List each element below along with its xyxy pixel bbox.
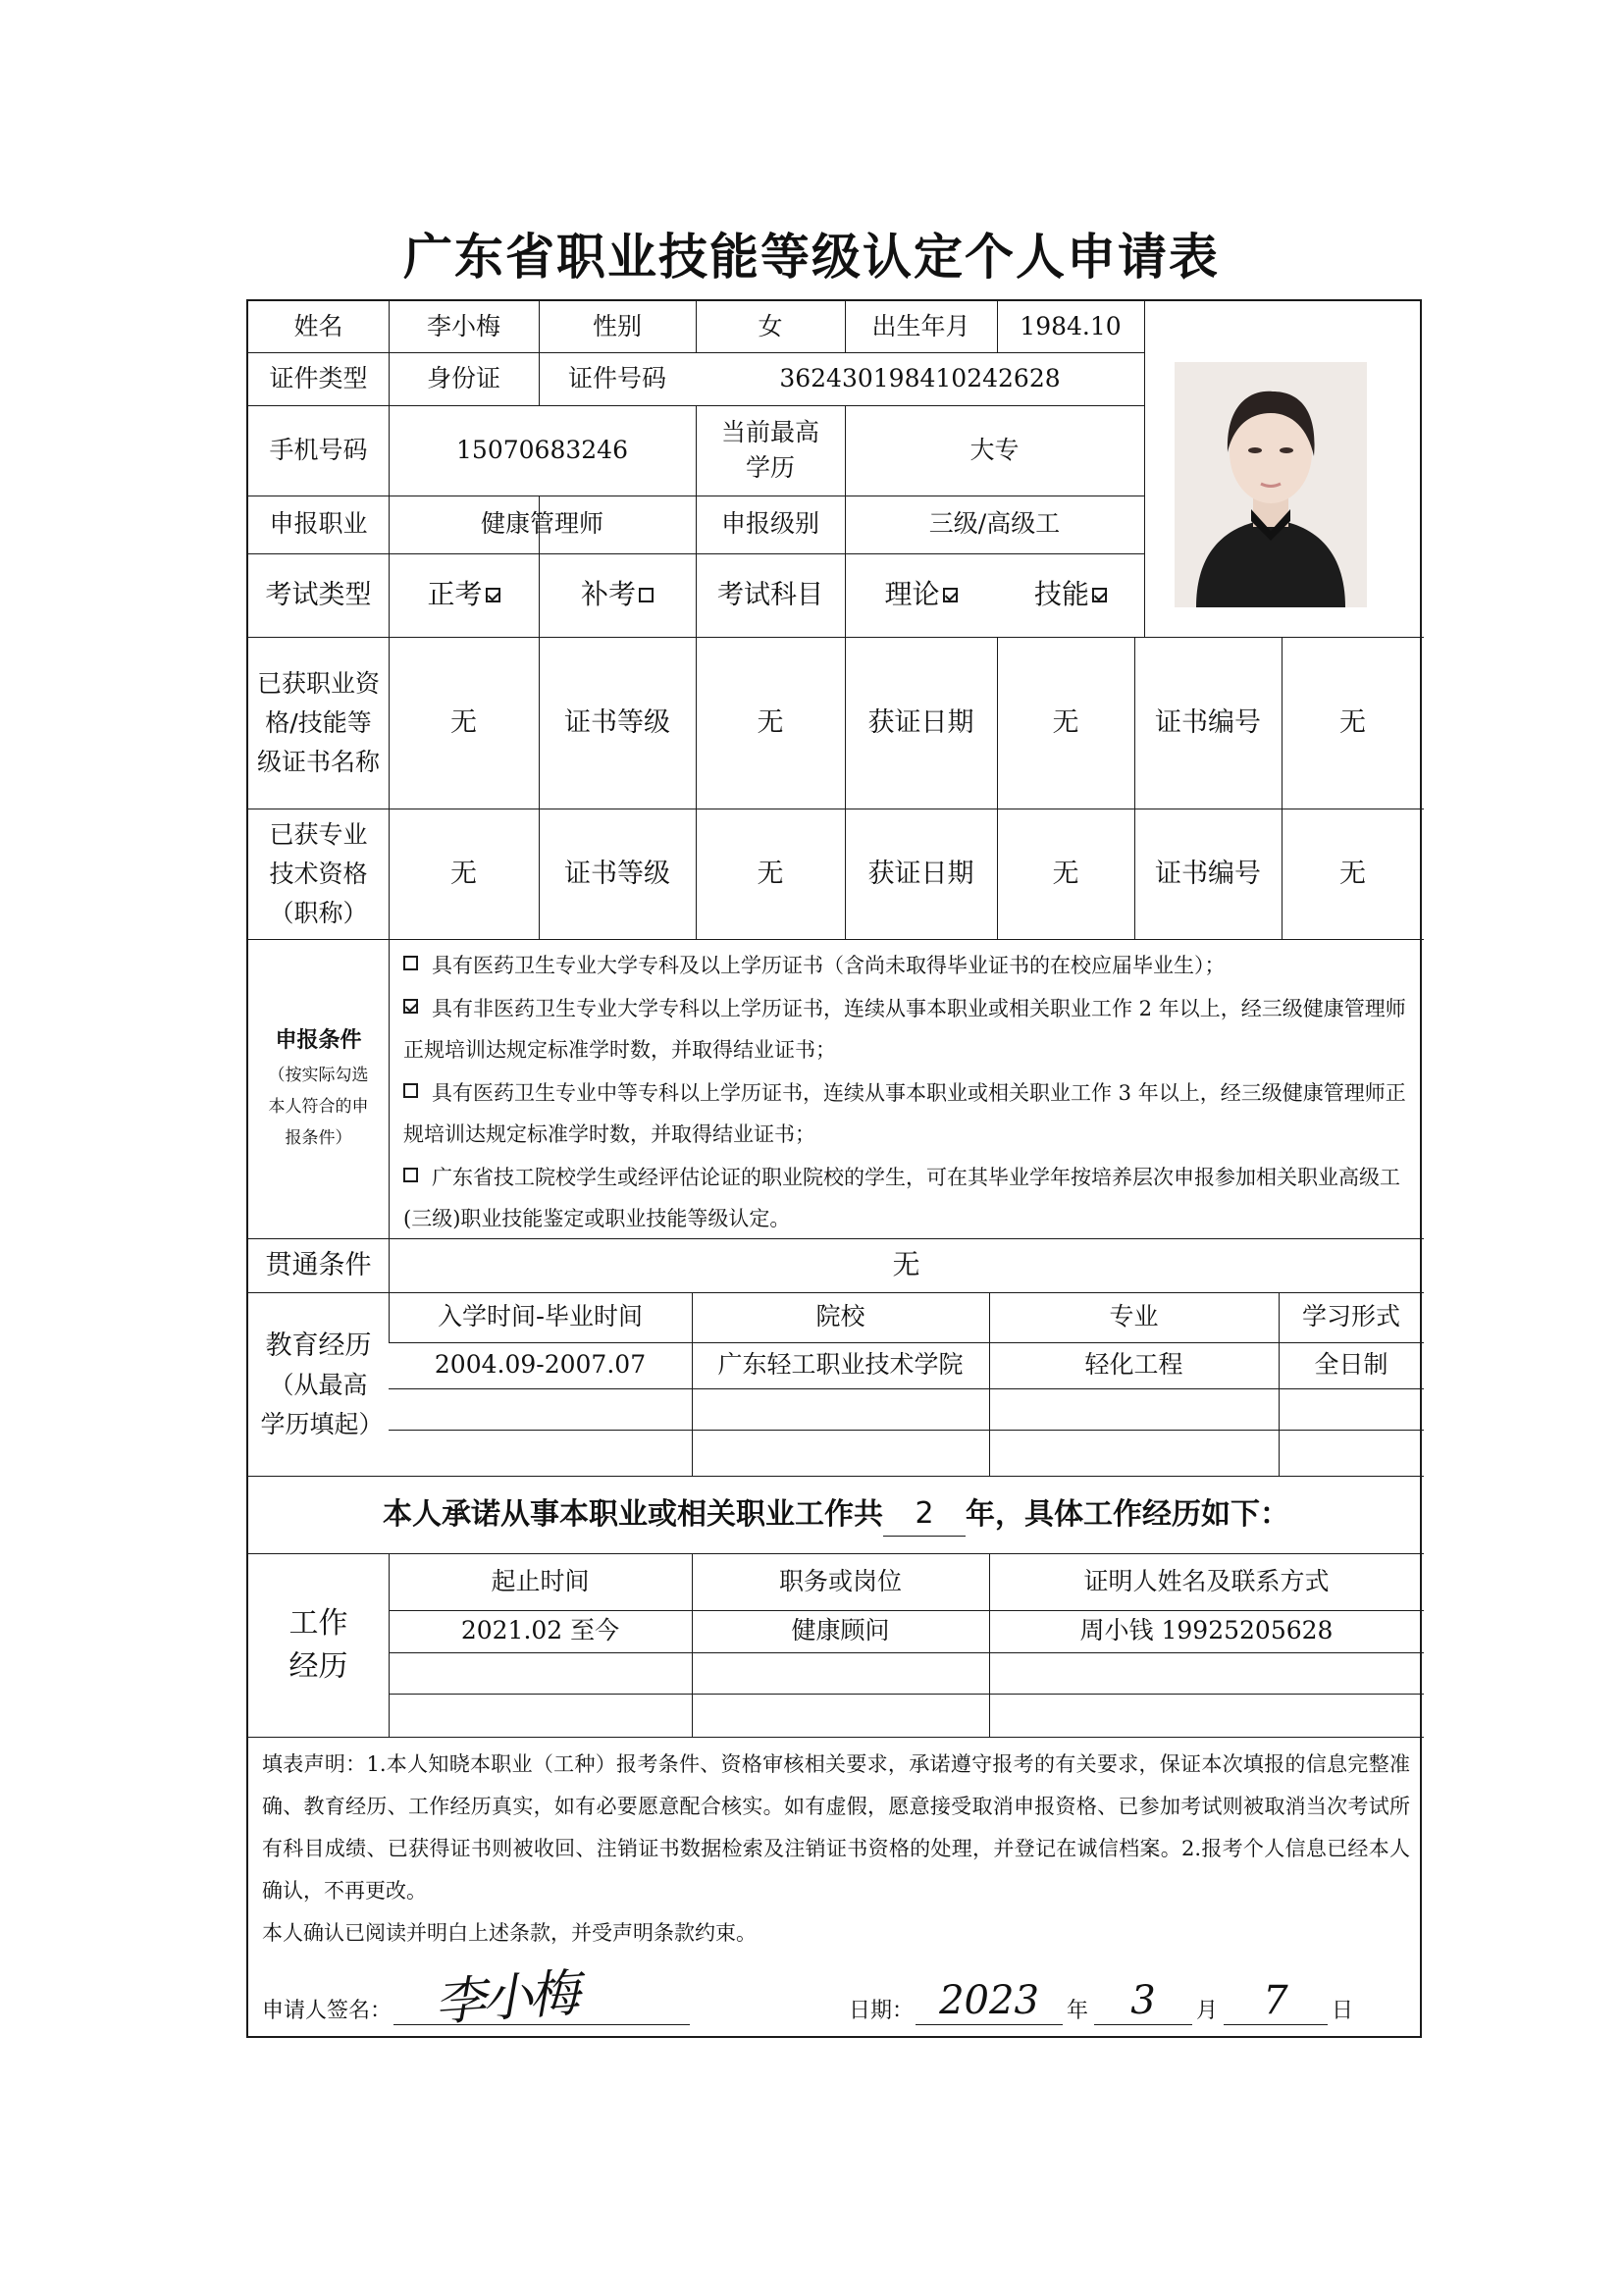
condition-checkbox-4[interactable]	[403, 1168, 418, 1182]
conditions-label-cell	[248, 939, 389, 1238]
education-level-label: 当前最高学历	[720, 417, 819, 482]
signature-label: 申请人签名：	[262, 1999, 393, 2023]
date-year-unit: 年	[1067, 1999, 1089, 2023]
work-header-period: 起止时间	[491, 1566, 590, 1595]
phone-value: 15070683246	[456, 435, 628, 464]
qual-grade-label: 证书等级	[564, 706, 670, 738]
name-value: 李小梅	[426, 311, 500, 340]
work-row-1-position: 健康顾问	[791, 1616, 890, 1645]
date-year: 2023	[939, 1978, 1039, 2023]
exam-subject-label: 考试科目	[717, 579, 823, 610]
tech-date-label: 获证日期	[867, 858, 974, 889]
qual-date-value: 无	[1052, 706, 1079, 738]
tech-no-label: 证书编号	[1155, 858, 1261, 889]
exam-regular-option[interactable]: 正考	[389, 553, 539, 637]
education-level-value: 大专	[969, 435, 1020, 464]
condition-item-2[interactable]: 具有非医药卫生专业大学专科以上学历证书，连续从事本职业或相关职业工作 2 年以上，经三级健康管理师正规培训达规定标准学时数，并取得结业证书；	[403, 997, 1406, 1062]
condition-item-3[interactable]: 具有医药卫生专业中等专科以上学历证书，连续从事本职业或相关职业工作 3 年以上，经三级健康管理师正规培训达规定标准学时数，并取得结业证书；	[403, 1081, 1406, 1146]
qual-date-label: 获证日期	[867, 706, 974, 738]
name-label: 姓名	[293, 311, 343, 340]
work-header-position: 职务或岗位	[778, 1566, 902, 1595]
through-label: 贯通条件	[265, 1249, 372, 1280]
exam-theory-checkbox[interactable]	[943, 588, 958, 602]
condition-item-1[interactable]: 具有医药卫生专业大学专科及以上学历证书（含尚未取得毕业证书的在校应届毕业生）；	[403, 945, 1414, 986]
tech-cert-name: 无	[450, 858, 477, 889]
applicant-signature: 李小梅	[433, 1964, 578, 2033]
gender-label: 性别	[592, 311, 642, 340]
date-month: 3	[1130, 1978, 1156, 2023]
education-label-cell	[248, 1292, 389, 1476]
tech-date-value: 无	[1052, 858, 1079, 889]
id-type-label: 证件类型	[269, 363, 368, 392]
date-day-unit: 日	[1332, 1999, 1354, 2023]
education-header-period: 入学时间-毕业时间	[437, 1302, 644, 1331]
date-day: 7	[1263, 1978, 1288, 2023]
gender-value: 女	[758, 311, 783, 340]
date-label: 日期：	[849, 1999, 915, 2023]
qual-grade-value: 无	[757, 706, 784, 738]
tech-grade-value: 无	[757, 858, 784, 889]
applicant-photo	[1175, 362, 1367, 607]
exam-type-label: 考试类型	[265, 579, 372, 610]
id-number-label: 证件号码	[567, 363, 666, 392]
conditions-label: 申报条件	[275, 1027, 362, 1053]
education-row-1-period: 2004.09-2007.07	[434, 1350, 647, 1380]
work-row-1-period: 2021.02 至今	[460, 1616, 620, 1645]
work-row-1-reference: 周小钱 19925205628	[1079, 1616, 1334, 1645]
occupation-value: 健康管理师	[480, 509, 603, 539]
conditions-note: （按实际勾选本人符合的申报条件）	[268, 1065, 369, 1149]
form-title: 广东省职业技能等级认定个人申请表	[403, 229, 1220, 286]
education-row-1-major: 轻化工程	[1084, 1350, 1183, 1380]
qual-no-label: 证书编号	[1155, 706, 1261, 738]
education-header-school: 院校	[815, 1302, 865, 1331]
tech-grade-label: 证书等级	[564, 858, 670, 889]
through-value: 无	[892, 1248, 920, 1281]
exam-makeup-option[interactable]: 补考	[539, 553, 696, 637]
education-header-mode: 学习形式	[1301, 1302, 1400, 1331]
work-label: 工作经历	[288, 1606, 348, 1684]
date-month-unit: 月	[1196, 1999, 1219, 2023]
condition-checkbox-1[interactable]	[403, 956, 418, 970]
education-label: 教育经历	[265, 1331, 372, 1361]
exam-regular-checkbox[interactable]	[486, 588, 500, 602]
qual-cert-label: 已获职业资格/技能等级证书名称	[256, 668, 380, 776]
tech-cert-label: 已获专业技术资格（职称）	[269, 819, 368, 927]
id-number-value: 362430198410242628	[779, 363, 1061, 392]
application-form	[246, 299, 1422, 2038]
qual-no-value: 无	[1339, 706, 1366, 738]
condition-checkbox-2[interactable]	[403, 999, 418, 1014]
exam-makeup-checkbox[interactable]	[639, 588, 654, 602]
applicant-photo-image	[1175, 362, 1367, 607]
birth-label: 出生年月	[871, 311, 970, 340]
tech-no-value: 无	[1339, 858, 1366, 889]
id-type-value: 身份证	[426, 363, 500, 392]
work-years-value: 2	[883, 1492, 966, 1537]
exam-skill-option[interactable]: 技能	[997, 553, 1144, 637]
education-row-1-mode: 全日制	[1314, 1350, 1388, 1380]
education-note: （从最高学历填起）	[260, 1371, 384, 1438]
occupation-label: 申报职业	[269, 509, 368, 539]
declaration-text: 填表声明：1.本人知晓本职业（工种）报考条件、资格审核相关要求，承诺遵守报考的有关要求，保证本次填报的信息完整准确、教育经历、工作经历真实，如有必要愿意配合核实。如有虚假，愿意接受取消申报资格、已参加考试则被取消当次考试所有科目成绩、已获得证书则被收回、注销证书数据检索及注销证书资格的处理，并登记在诚信档案。2.报考个人信息已经本人确认，不再更改。	[262, 1752, 1410, 1903]
condition-checkbox-3[interactable]	[403, 1083, 418, 1098]
level-label: 申报级别	[720, 509, 819, 539]
declaration-confirm: 本人确认已阅读并明白上述条款，并受声明条款约束。	[262, 1921, 757, 1945]
education-header-major: 专业	[1109, 1302, 1159, 1331]
education-row-1-school: 广东轻工职业技术学院	[717, 1350, 964, 1380]
exam-theory-option[interactable]: 理论	[845, 553, 997, 637]
work-header-reference: 证明人姓名及联系方式	[1083, 1566, 1330, 1595]
work-promise: 本人承诺从事本职业或相关职业工作共 2 年，具体工作经历如下：	[248, 1476, 1424, 1553]
qual-cert-name: 无	[450, 706, 477, 738]
birth-value: 1984.10	[1020, 311, 1122, 340]
phone-label: 手机号码	[269, 435, 368, 464]
exam-skill-checkbox[interactable]	[1092, 588, 1107, 602]
level-value: 三级/高级工	[928, 509, 1061, 539]
condition-item-4[interactable]: 广东省技工院校学生或经评估论证的职业院校的学生，可在其毕业学年按培养层次申报参加相关职业高级工(三级)职业技能鉴定或职业技能等级认定。	[403, 1166, 1400, 1230]
